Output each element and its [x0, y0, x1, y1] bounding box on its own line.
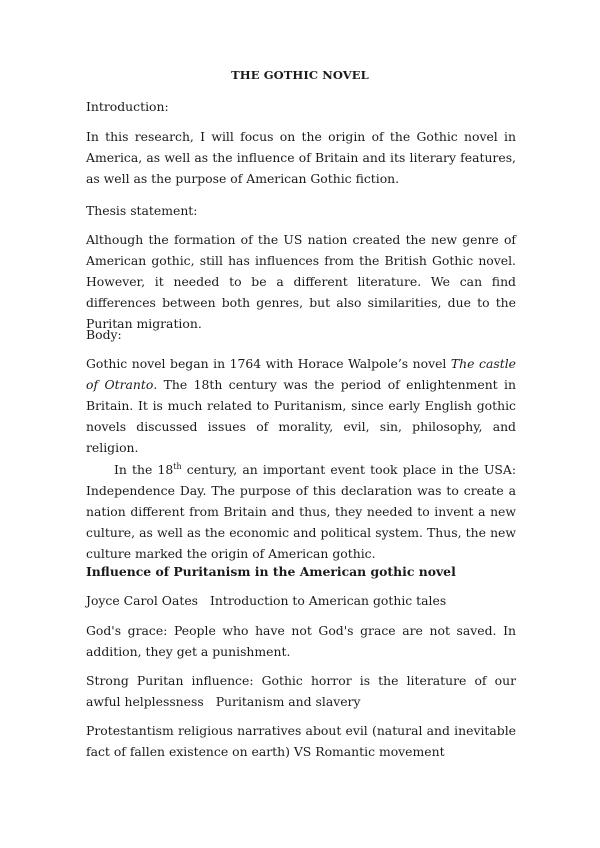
- intro-heading: Introduction:: [86, 99, 169, 114]
- thesis-paragraph: Although the formation of the US nation created the new genre of American gothic, still has influences from the British Gothic novel. However, it needed to be a different literature. We can find differences between both genres, but also similarities, due to the Puritan migration.: [86, 232, 516, 331]
- body-paragraph-1: [86, 353, 516, 458]
- note-protestantism: Protestantism religious narratives about evil (natural and inevitable fact of fallen existence on earth) VS Romantic movement: [86, 723, 516, 759]
- note-author: Joyce Carol Oates: [86, 593, 199, 608]
- body-p1-text-after: . The 18th century was the period of enlightenment in Britain. It is much related to Puritanism, since early English gothic novels discussed issues of morality, evil, sin, philosophy, and religion.: [86, 377, 517, 455]
- body-heading: Body:: [86, 327, 122, 342]
- note-oates: [86, 590, 516, 611]
- intro-paragraph: In this research, I will focus on the origin of the Gothic novel in America, as well as the influence of Britain and its literary features, as well as the purpose of American Gothic fiction.: [86, 129, 516, 186]
- note-work: Introduction to American gothic tales: [210, 593, 447, 608]
- body-p2-text-after: century, an important event took place in the USA: Independence Day. The purpose of this declaration was to create a nation different from Britain and thus, they needed to invent a new culture, as well as the economic and political system. Thus, the new culture marked the origin of American gothic.: [86, 462, 517, 561]
- note-puritan-main: Strong Puritan influence: Gothic horror is the literature of our awful helplessness: [86, 673, 516, 709]
- novel-title: The castle of Otranto: [86, 356, 516, 392]
- body-p1-text-before: Gothic novel began in 1764 with Horace Walpole’s novel: [86, 356, 451, 371]
- note-puritan-extra: Puritanism and slavery: [215, 694, 361, 709]
- thesis-heading: Thesis statement:: [86, 203, 198, 218]
- ordinal-superscript: th: [173, 461, 182, 471]
- body-paragraph-2: [86, 459, 516, 564]
- document-title: THE GOTHIC NOVEL: [231, 68, 369, 82]
- note-puritan-influence: [86, 670, 516, 712]
- body-p2-text-before: In the 18: [114, 462, 174, 477]
- note-gods-grace: God's grace: People who have not God's grace are not saved. In addition, they get a punishment.: [86, 623, 516, 659]
- section-heading: Influence of Puritanism in the American gothic novel: [86, 564, 456, 579]
